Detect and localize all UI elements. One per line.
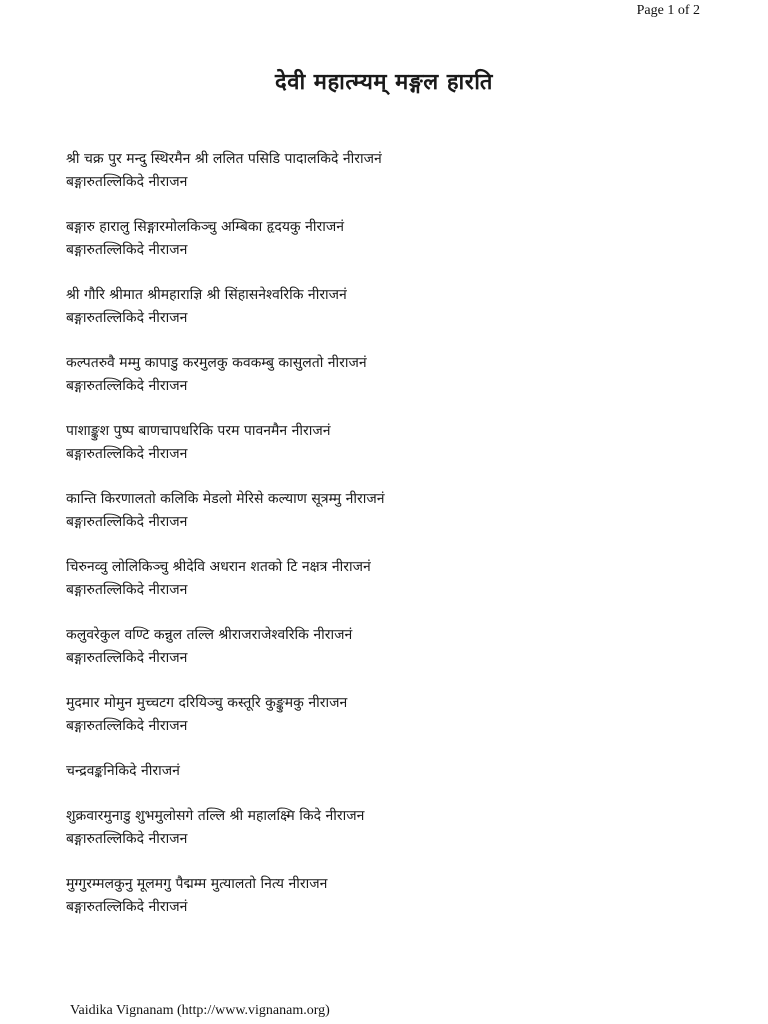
verse-line: मुदमार मोमुन मुच्चटग दरियिञ्चु कस्तूरि कुङ्कुमकु नीराजन bbox=[66, 695, 348, 711]
verse-refrain: बङ्गारुतल्लिकिदे नीराजन bbox=[66, 310, 188, 326]
verse-refrain: बङ्गारुतल्लिकिदे नीराजन bbox=[66, 831, 188, 847]
verse-refrain: बङ्गारुतल्लिकिदे नीराजन bbox=[66, 446, 188, 462]
verse-refrain: बङ्गारुतल्लिकिदे नीराजनं bbox=[66, 899, 188, 915]
verse bbox=[66, 805, 706, 851]
verse bbox=[66, 873, 706, 919]
verse-line: शुक्रवारमुनाडु शुभमुलोसगे तल्लि श्री महालक्ष्मि किदे नीराजन bbox=[66, 808, 365, 824]
verse bbox=[66, 488, 706, 534]
verse bbox=[66, 284, 706, 330]
verse-refrain: बङ्गारुतल्लिकिदे नीराजन bbox=[66, 514, 188, 530]
verse-line: चन्द्रवङ्कनिकिदे नीराजनं bbox=[66, 763, 180, 779]
verse-list bbox=[66, 148, 706, 941]
verse-line: कान्ति किरणालतो कलिकि मेडलो मेरिसे कल्याण सूत्रम्मु नीराजनं bbox=[66, 491, 385, 507]
verse-line: मुग्गुरम्मलकुनु मूलमगु पैद्मम्म मुत्यालतो नित्य नीराजन bbox=[66, 876, 328, 892]
verse-refrain: बङ्गारुतल्लिकिदे नीराजन bbox=[66, 174, 188, 190]
verse bbox=[66, 692, 706, 738]
verse-line: श्री गौरि श्रीमात श्रीमहाराज्ञि श्री सिंहासनेश्वरिकि नीराजनं bbox=[66, 287, 347, 303]
verse bbox=[66, 556, 706, 602]
footer-source: Vaidika Vignanam (http://www.vignanam.org) bbox=[70, 1003, 330, 1018]
verse-line: पाशाङ्कुश पुष्प बाणचापधरिकि परम पावनमैन नीराजनं bbox=[66, 423, 331, 439]
verse-refrain: बङ्गारुतल्लिकिदे नीराजन bbox=[66, 650, 188, 666]
verse-line: कल्पतरुवै मम्मु कापाडु करमुलकु कवकम्बु कासुलतो नीराजनं bbox=[66, 355, 367, 371]
verse-refrain: बङ्गारुतल्लिकिदे नीराजन bbox=[66, 718, 188, 734]
verse-line: बङ्गारु हारालु सिङ्गारमोलकिञ्चु अम्बिका हृदयकु नीराजनं bbox=[66, 219, 345, 235]
verse bbox=[66, 420, 706, 466]
verse bbox=[66, 148, 706, 194]
verse-refrain: बङ्गारुतल्लिकिदे नीराजन bbox=[66, 582, 188, 598]
verse-refrain: बङ्गारुतल्लिकिदे नीराजन bbox=[66, 242, 188, 258]
verse-line: कलुवरेकुल वण्टि कन्नुल तल्लि श्रीराजराजेश्वरिकि नीराजनं bbox=[66, 627, 353, 643]
verse bbox=[66, 352, 706, 398]
document-title: देवी महात्म्यम् मङ्गल हारति bbox=[275, 70, 493, 95]
verse-line: श्री चक्र पुर मन्दु स्थिरमैन श्री ललित पसिडि पादालकिदे नीराजनं bbox=[66, 151, 382, 167]
verse bbox=[66, 624, 706, 670]
verse bbox=[66, 760, 706, 783]
verse-line: चिरुनव्वु लोलिकिञ्चु श्रीदेवि अधरान शतको टि नक्षत्र नीराजनं bbox=[66, 559, 371, 575]
verse bbox=[66, 216, 706, 262]
verse-refrain: बङ्गारुतल्लिकिदे नीराजन bbox=[66, 378, 188, 394]
page-number: Page 1 of 2 bbox=[636, 3, 700, 18]
